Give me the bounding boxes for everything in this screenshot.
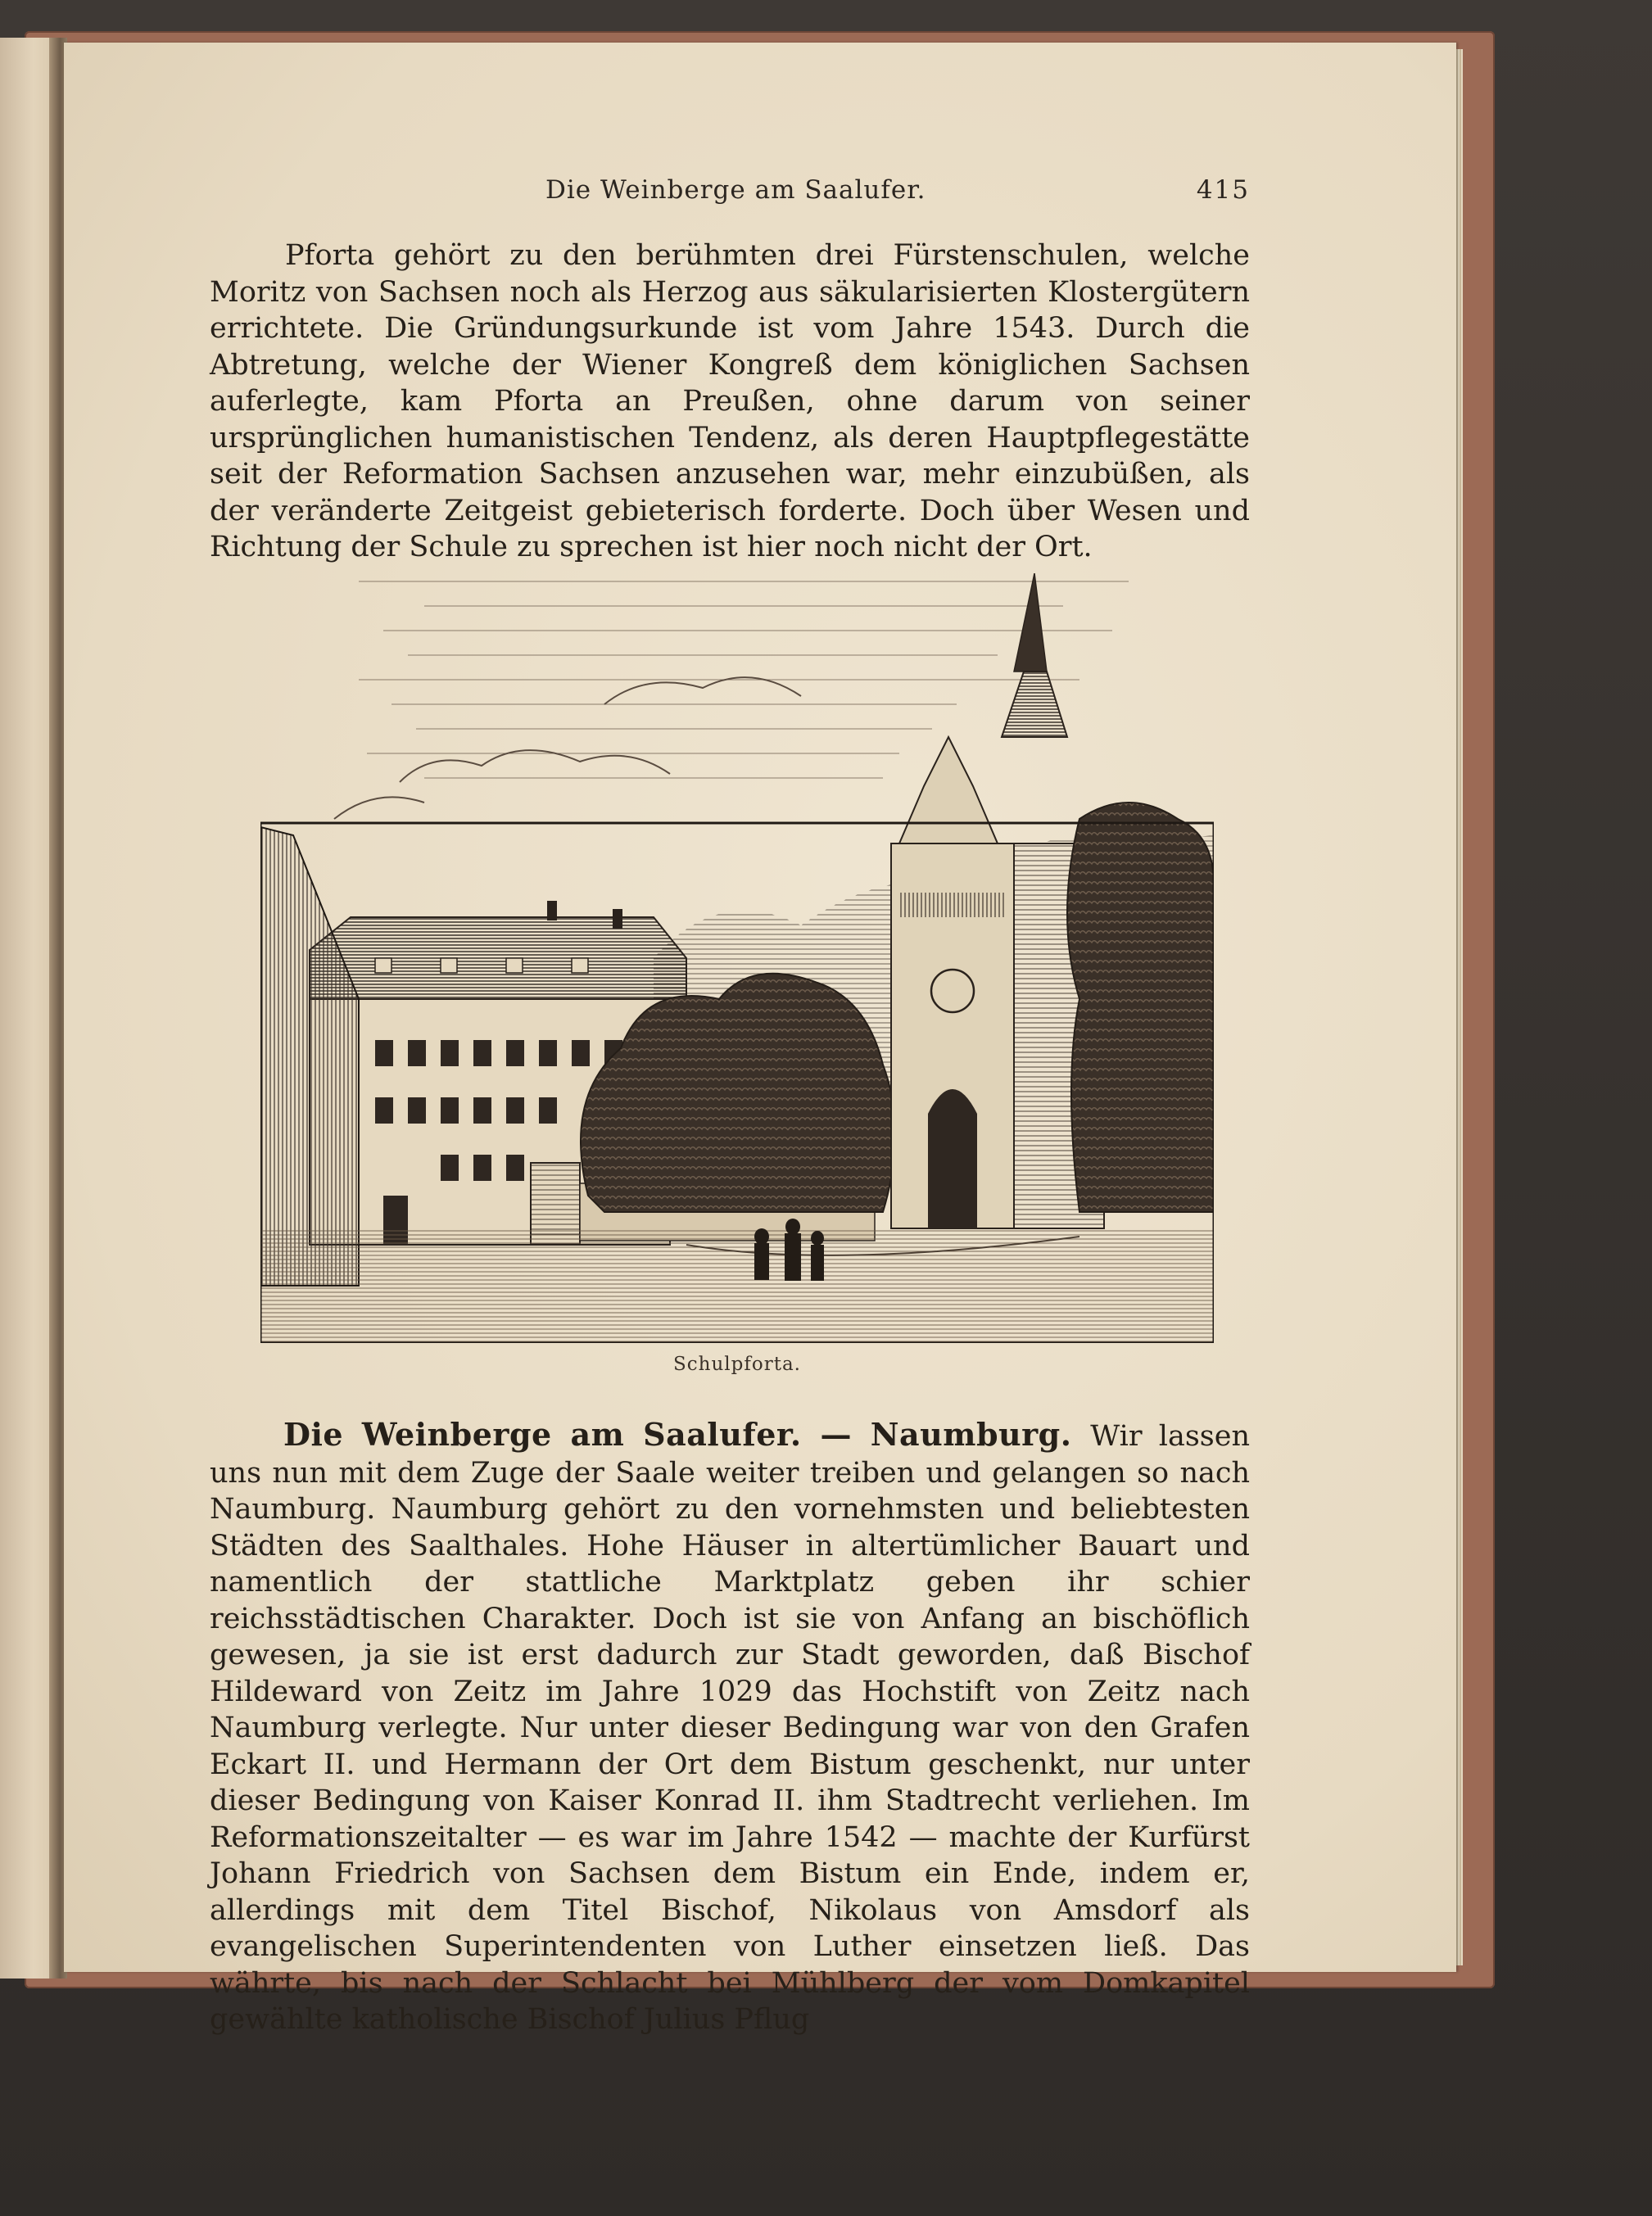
running-title: Die Weinberge am Saalufer. [545,175,926,205]
left-page-edge [0,38,56,1979]
paragraph-pforta: Pforta gehört zu den berühmten drei Fürstenschulen, welche Moritz von Sachsen noch als Herzog aus säkularisierten Klostergütern errichtete. Die Gründungsurkunde ist vom Jahre 1543. Durch die Abtretung, welche der Wiener Kongreß dem königlichen Sachsen auferlegte, kam Pforta an Preußen, ohne darum von seiner ursprünglichen humanistischen Tendenz, als deren Hauptpflegestätte seit der Reformation Sachsen anzusehen war, mehr einzubüßen, als der veränderte Zeitgeist gebieterisch forderte. Doch über Wesen und Richtung der Schule zu sprechen ist hier noch nicht der Ort. [210,239,1250,563]
figure-caption: Schulpforta. [673,1354,801,1375]
section-heading: Die Weinberge am Saalufer. — Naumburg. [283,1416,1091,1453]
page-header [210,175,1250,211]
page-number: 415 [1196,175,1250,205]
paragraph-naumburg [210,1417,1250,2038]
paragraph-naumburg-text: Wir lassen uns nun mit dem Zuge der Saale weiter treiben und gelangen so nach Naumburg. Naumburg gehört zu den vornehmsten und beliebtesten Städten des Saalthales. Hohe Häuser in altertümlicher Bauart und namentlich der stattliche Marktplatz geben ihr schier reichsstädtischen Charakter. Doch ist sie von Anfang an bischöflich gewesen, ja sie ist erst dadurch zur Stadt geworden, daß Bischof Hildeward von Zeitz im Jahre 1029 das Hochstift von Zeitz nach Naumburg verlegte. Nur unter dieser Bedingung war von den Grafen Eckart II. und Hermann der Ort dem Bistum geschenkt, nur unter dieser Bedingung von Kaiser Konrad II. ihm Stadtrecht verliehen. Im Reformationszeitalter — es war im Jahre 1542 — machte der Kurfürst Johann Friedrich von Sachsen dem Bistum ein Ende, indem er, allerdings mit dem Titel Bischof, Nikolaus von Amsdorf als evangelischen Superintendenten von Luther einsetzen ließ. Das währte, bis nach der Schlacht bei Mühlberg der vom Domkapitel gewählte katholische Bischof Julius Pflug [210,1420,1250,2036]
engraving-schulpforta [260,573,1214,1343]
